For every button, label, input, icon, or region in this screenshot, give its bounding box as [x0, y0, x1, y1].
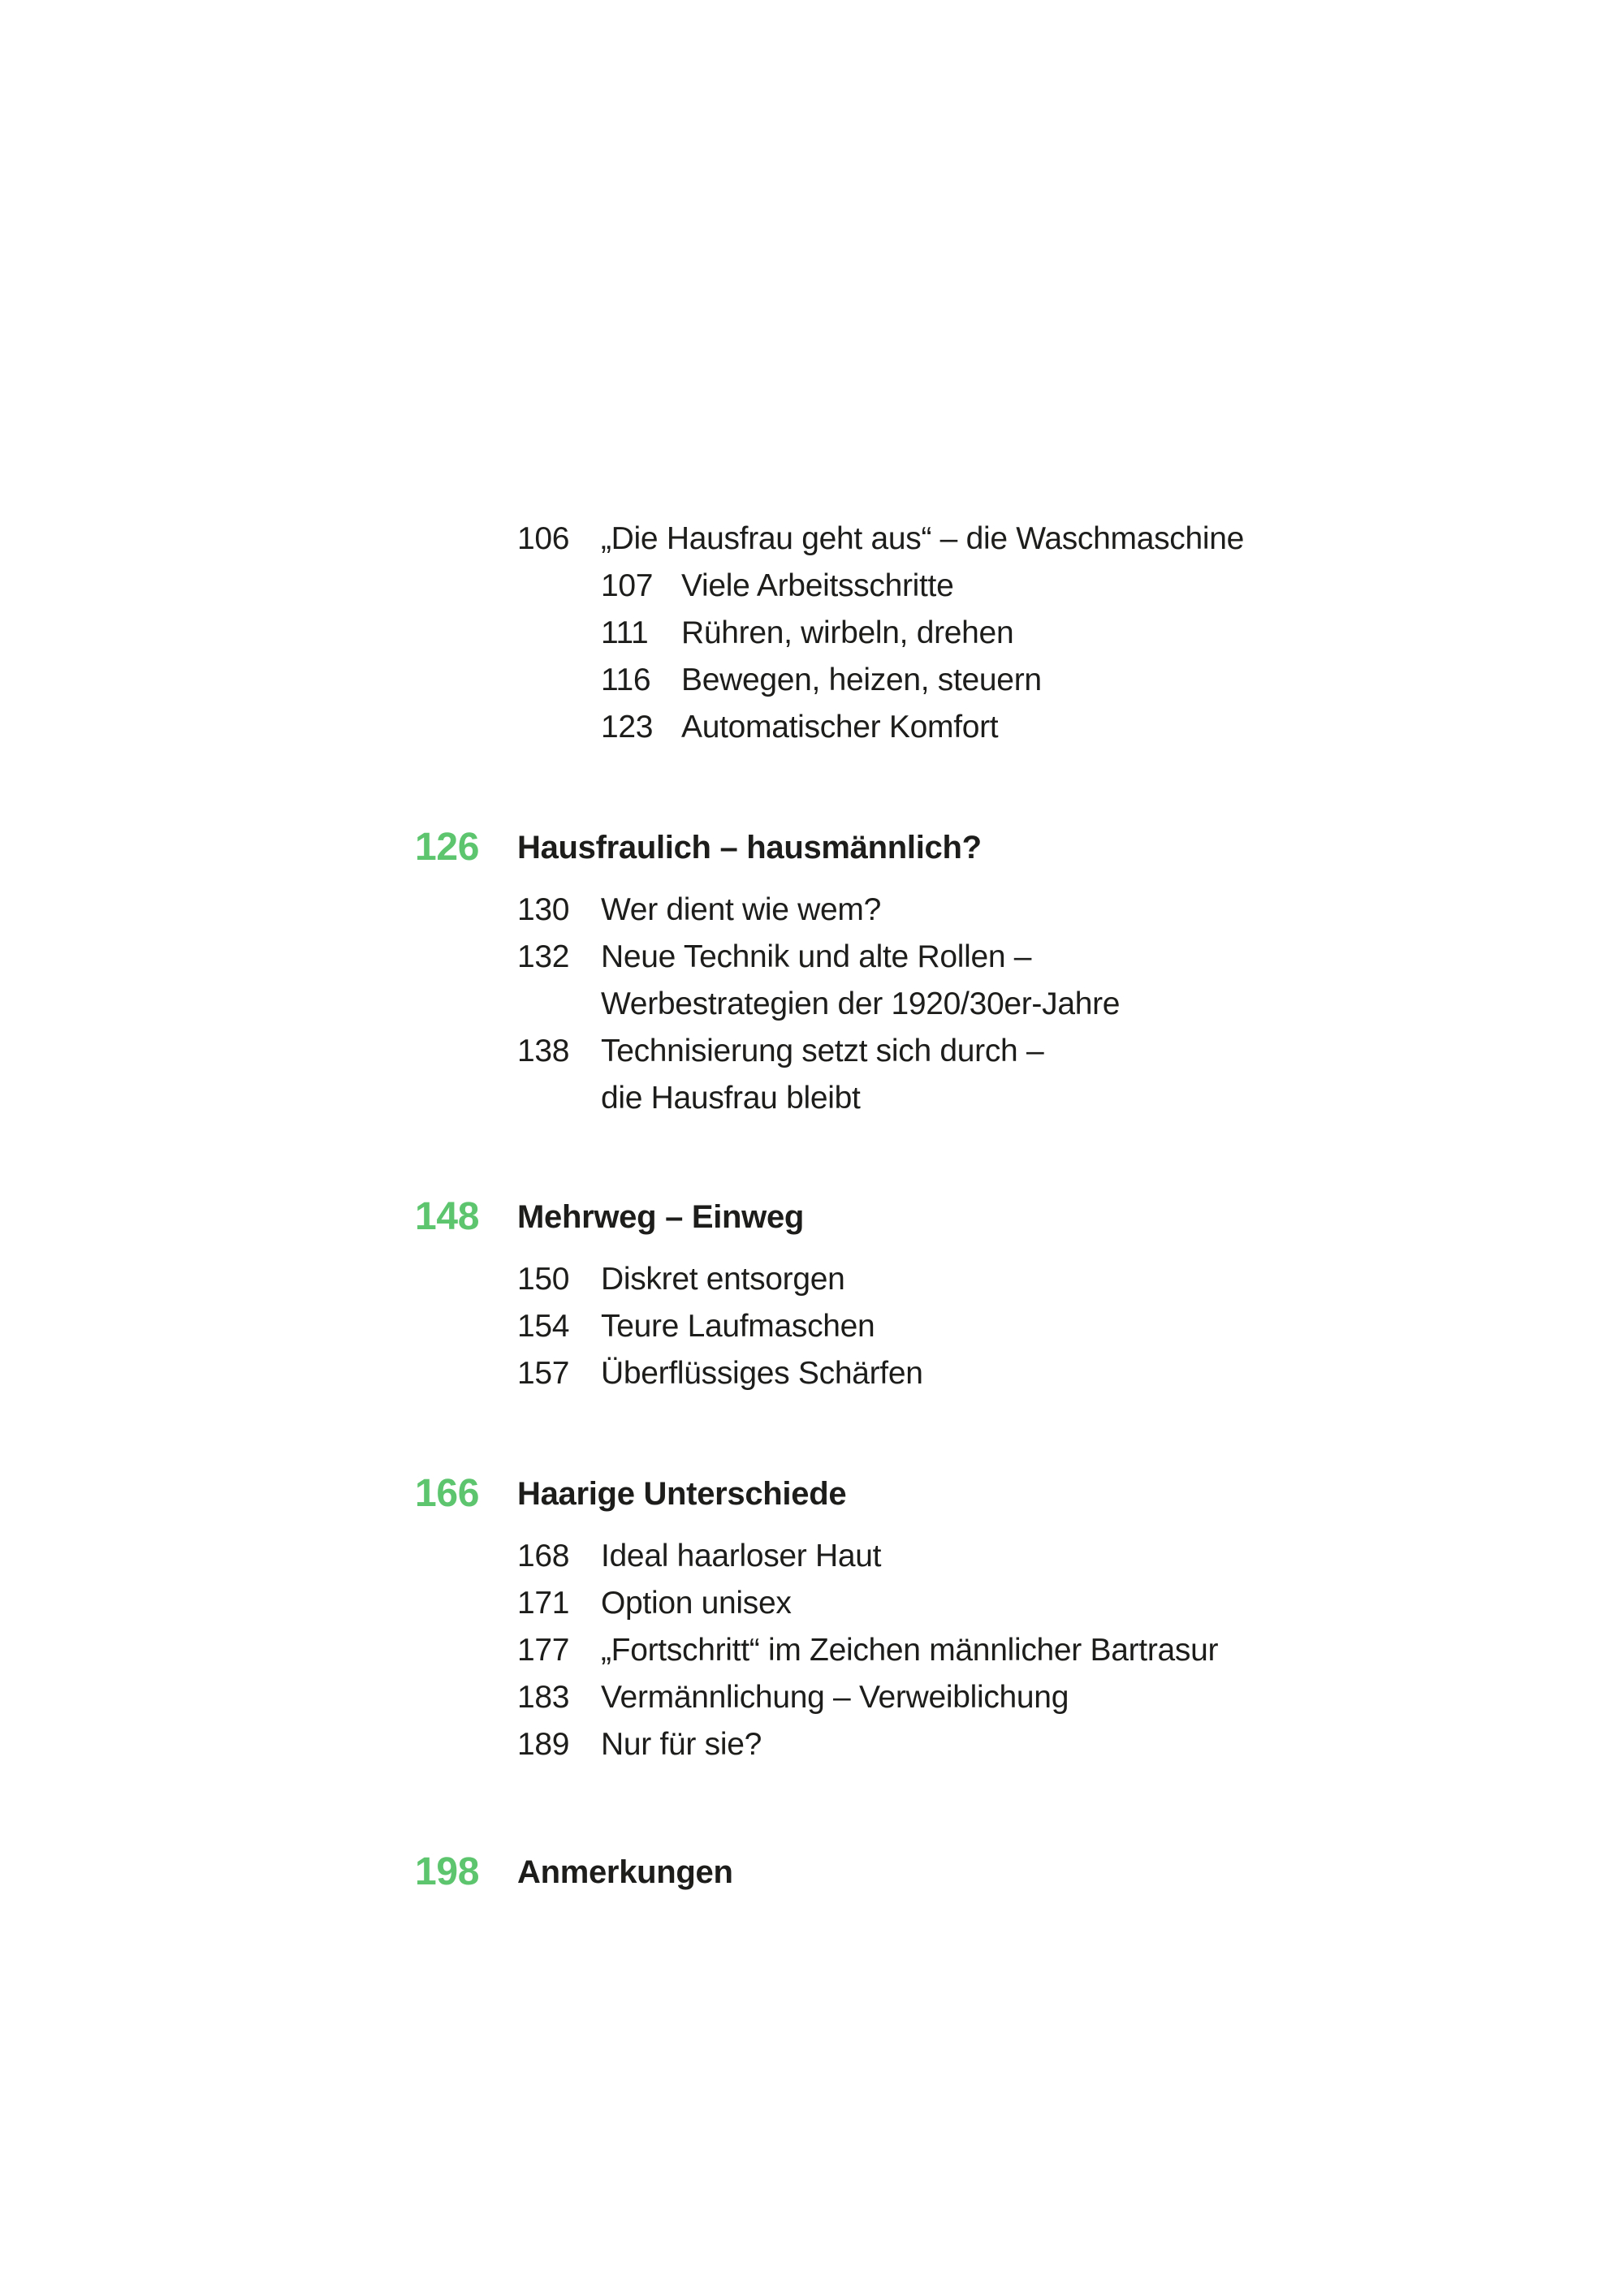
- toc-entry[interactable]: [0, 1303, 1624, 1350]
- toc-entry-continuation[interactable]: [0, 1075, 1624, 1122]
- chapter-page-number: 198: [415, 1850, 480, 1893]
- entry-title: Diskret entsorgen: [601, 1262, 845, 1297]
- toc-section: [0, 822, 1624, 1122]
- entry-title: Teure Laufmaschen: [601, 1309, 875, 1344]
- entry-title: „Die Hausfrau geht aus“ – die Waschmaschine: [601, 521, 1245, 556]
- entry-page-number: 106: [517, 521, 570, 556]
- entry-title: Neue Technik und alte Rollen –: [601, 939, 1032, 974]
- chapter-page-number: 166: [415, 1472, 480, 1515]
- entry-title: Nur für sie?: [601, 1727, 762, 1762]
- entry-page-number: 123: [601, 710, 654, 745]
- toc-entry[interactable]: [0, 934, 1624, 981]
- toc-section: [0, 1191, 1624, 1397]
- entry-title: Technisierung setzt sich durch –: [601, 1034, 1044, 1068]
- entry-page-number: 107: [601, 568, 654, 603]
- toc-entry-continuation[interactable]: [0, 981, 1624, 1028]
- chapter-title: Haarige Unterschiede: [517, 1476, 847, 1512]
- entry-title: Ideal haarloser Haut: [601, 1539, 882, 1573]
- entry-page-number: 150: [517, 1262, 570, 1297]
- entry-page-number: 183: [517, 1680, 570, 1715]
- chapter-heading[interactable]: [0, 1468, 1624, 1520]
- toc-entry[interactable]: [0, 657, 1624, 704]
- toc-entry[interactable]: [0, 887, 1624, 934]
- entry-page-number: 168: [517, 1539, 570, 1573]
- toc-entry[interactable]: [0, 1028, 1624, 1075]
- entry-title: Werbestrategien der 1920/30er-Jahre: [601, 986, 1121, 1021]
- entry-title: Rühren, wirbeln, drehen: [681, 615, 1014, 650]
- entry-title: Automatischer Komfort: [681, 710, 999, 745]
- entry-page-number: 157: [517, 1356, 570, 1391]
- entry-page-number: 138: [517, 1034, 570, 1068]
- toc-entry[interactable]: [0, 610, 1624, 657]
- toc-entry[interactable]: [0, 1533, 1624, 1580]
- toc-entry[interactable]: [0, 516, 1624, 563]
- toc-entry[interactable]: [0, 1256, 1624, 1303]
- chapter-heading[interactable]: [0, 1191, 1624, 1243]
- entry-page-number: 130: [517, 892, 570, 927]
- chapter-title: Mehrweg – Einweg: [517, 1199, 805, 1235]
- toc-entry[interactable]: [0, 1627, 1624, 1674]
- chapter-title: Anmerkungen: [517, 1854, 733, 1890]
- entry-title: „Fortschritt“ im Zeichen männlicher Bartrasur: [601, 1633, 1219, 1668]
- chapter-page-number: 126: [415, 826, 480, 869]
- entry-page-number: 132: [517, 939, 570, 974]
- entry-title: Wer dient wie wem?: [601, 892, 882, 927]
- entry-page-number: 111: [601, 615, 649, 650]
- entry-title: Viele Arbeitsschritte: [681, 568, 954, 603]
- entry-title: die Hausfrau bleibt: [601, 1081, 861, 1116]
- chapter-heading[interactable]: [0, 1846, 1624, 1898]
- entry-page-number: 171: [517, 1586, 570, 1621]
- toc-entry[interactable]: [0, 704, 1624, 751]
- toc-section: [0, 516, 1624, 751]
- chapter-page-number: 148: [415, 1195, 480, 1238]
- entry-title: Vermännlichung – Verweiblichung: [601, 1680, 1069, 1715]
- entry-title: Überflüssiges Schärfen: [601, 1356, 923, 1391]
- toc-entry[interactable]: [0, 1350, 1624, 1397]
- chapter-title: Hausfraulich – hausmännlich?: [517, 830, 982, 865]
- entry-page-number: 177: [517, 1633, 570, 1668]
- toc-entry[interactable]: [0, 563, 1624, 610]
- entry-title: Option unisex: [601, 1586, 792, 1621]
- entry-page-number: 189: [517, 1727, 570, 1762]
- toc-section: [0, 1846, 1624, 1911]
- toc-section: [0, 1468, 1624, 1768]
- entry-title: Bewegen, heizen, steuern: [681, 663, 1042, 697]
- toc-entry[interactable]: [0, 1580, 1624, 1627]
- toc-entry[interactable]: [0, 1674, 1624, 1721]
- toc-entry[interactable]: [0, 1721, 1624, 1768]
- entry-page-number: 116: [601, 663, 651, 697]
- entry-page-number: 154: [517, 1309, 570, 1344]
- chapter-heading[interactable]: [0, 822, 1624, 874]
